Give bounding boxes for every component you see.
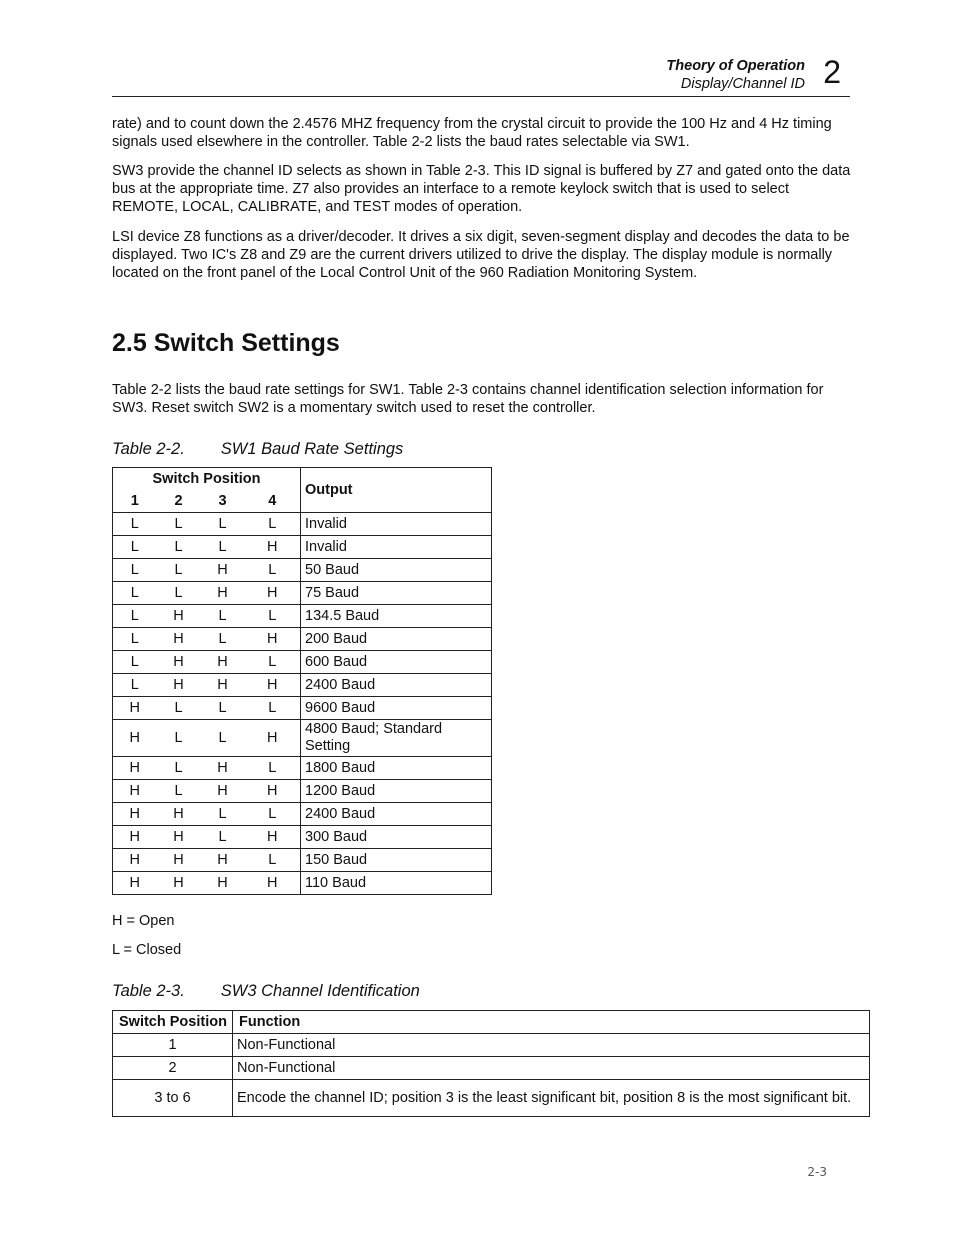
switch-cell: L: [245, 651, 301, 674]
paragraph-1: rate) and to count down the 2.4576 MHZ frequency from the crystal circuit to provide the 100 Hz and 4 Hz timing signals used elsewhere in the controller. Table 2-2 lists the baud rates selectable via SW1.: [112, 116, 832, 150]
output-cell: 600 Baud: [301, 651, 492, 674]
switch-cell: L: [157, 757, 201, 780]
channel-id-table: [112, 1010, 870, 1117]
paragraph-4: Table 2-2 lists the baud rate settings for SW1. Table 2-3 contains channel identification selection information for SW3. Reset switch SW2 is a momentary switch used to reset the controller.: [112, 382, 824, 416]
switch-cell: H: [245, 628, 301, 651]
switch-cell: L: [201, 536, 245, 559]
column-number: 2: [157, 490, 201, 513]
switch-cell: H: [113, 803, 157, 826]
column-number: 1: [113, 490, 157, 513]
output-cell: 2400 Baud: [301, 674, 492, 697]
switch-cell: L: [157, 536, 201, 559]
table-row: [113, 780, 492, 803]
output-cell: 2400 Baud: [301, 803, 492, 826]
switch-cell: L: [201, 826, 245, 849]
switch-cell: L: [245, 697, 301, 720]
switch-cell: H: [201, 872, 245, 895]
table-row: [113, 1034, 870, 1057]
table-row: [113, 849, 492, 872]
switch-cell: L: [113, 513, 157, 536]
table-row: [113, 513, 492, 536]
legend-open: H = Open: [112, 913, 175, 929]
table-row: [113, 826, 492, 849]
switch-cell: L: [113, 605, 157, 628]
table-row: [113, 559, 492, 582]
switch-position-cell: 2: [113, 1057, 233, 1080]
column-number: 4: [245, 490, 301, 513]
switch-cell: H: [245, 674, 301, 697]
output-cell: Invalid: [301, 513, 492, 536]
baud-rate-table: [112, 467, 492, 895]
switch-cell: L: [201, 513, 245, 536]
switch-cell: L: [201, 697, 245, 720]
output-cell: 1800 Baud: [301, 757, 492, 780]
header-title: Theory of Operation: [666, 58, 805, 74]
output-cell: 75 Baud: [301, 582, 492, 605]
legend-closed: L = Closed: [112, 942, 182, 958]
switch-position-cell: 3 to 6: [113, 1080, 233, 1117]
switch-cell: L: [113, 536, 157, 559]
switch-cell: L: [201, 720, 245, 757]
output-cell: 134.5 Baud: [301, 605, 492, 628]
switch-cell: L: [157, 780, 201, 803]
switch-position-cell: 1: [113, 1034, 233, 1057]
switch-cell: H: [201, 559, 245, 582]
function-cell: Non-Functional: [233, 1034, 870, 1057]
switch-cell: H: [113, 849, 157, 872]
switch-cell: L: [157, 559, 201, 582]
table-row: [113, 536, 492, 559]
switch-cell: H: [245, 872, 301, 895]
table-row: [113, 628, 492, 651]
chapter-number: 2: [823, 54, 841, 90]
switch-cell: H: [157, 826, 201, 849]
output-cell: 50 Baud: [301, 559, 492, 582]
switch-cell: H: [113, 720, 157, 757]
output-cell: 110 Baud: [301, 872, 492, 895]
table2-caption: [112, 981, 420, 1001]
table2-caption-label: Table 2-3.: [112, 982, 185, 1000]
switch-cell: H: [157, 651, 201, 674]
switch-cell: L: [157, 697, 201, 720]
switch-cell: L: [157, 582, 201, 605]
header-subtitle: Display/Channel ID: [680, 76, 805, 92]
switch-cell: H: [201, 582, 245, 605]
table-row: [113, 651, 492, 674]
switch-cell: H: [201, 780, 245, 803]
table2-caption-title: SW3 Channel Identification: [220, 982, 420, 1000]
channel-id-rows: [113, 1034, 870, 1117]
switch-cell: H: [245, 720, 301, 757]
switch-cell: H: [157, 628, 201, 651]
switch-cell: H: [201, 849, 245, 872]
switch-cell: H: [113, 826, 157, 849]
table1-caption-label: Table 2-2.: [112, 440, 185, 458]
table-row: [113, 674, 492, 697]
switch-cell: L: [201, 803, 245, 826]
switch-position-header: Switch Position: [113, 468, 301, 491]
switch-cell: L: [113, 628, 157, 651]
table-row: [113, 1057, 870, 1080]
output-cell: 1200 Baud: [301, 780, 492, 803]
switch-cell: L: [113, 582, 157, 605]
function-cell: Encode the channel ID; position 3 is the least significant bit, position 8 is the most significant bit.: [233, 1080, 870, 1117]
paragraph-2: SW3 provide the channel ID selects as shown in Table 2-3. This ID signal is buffered by Z7 and gated onto the data bus at the appropriate time. Z7 also provides an interface to a remote keylock switch that is used to select REMOTE, LOCAL, CALIBRATE, and TEST modes of operation.: [112, 163, 851, 215]
switch-cell: H: [157, 803, 201, 826]
switch-cell: L: [245, 757, 301, 780]
switch-cell: L: [201, 605, 245, 628]
switch-cell: L: [113, 559, 157, 582]
output-cell: 150 Baud: [301, 849, 492, 872]
switch-cell: H: [245, 582, 301, 605]
switch-cell: L: [157, 720, 201, 757]
output-cell: 300 Baud: [301, 826, 492, 849]
switch-cell: H: [245, 536, 301, 559]
switch-cell: L: [113, 674, 157, 697]
function-header: Function: [233, 1011, 870, 1034]
switch-cell: H: [113, 757, 157, 780]
switch-cell: H: [245, 780, 301, 803]
switch-cell: H: [157, 849, 201, 872]
output-cell: 9600 Baud: [301, 697, 492, 720]
table-row: [113, 582, 492, 605]
table-row: [113, 872, 492, 895]
output-cell: 200 Baud: [301, 628, 492, 651]
switch-cell: L: [245, 559, 301, 582]
switch-position-header: Switch Position: [113, 1011, 233, 1034]
switch-cell: H: [157, 872, 201, 895]
section-heading: 2.5 Switch Settings: [112, 329, 340, 357]
table1-caption: [112, 439, 403, 459]
switch-cell: L: [157, 513, 201, 536]
column-number: 3: [201, 490, 245, 513]
switch-cell: H: [113, 780, 157, 803]
paragraph-3: LSI device Z8 functions as a driver/decoder. It drives a six digit, seven-segment display and decodes the data to be displayed. Two IC's Z8 and Z9 are the current drivers utilized to drive the display. The display module is normally located on the front panel of the Local Control Unit of the 960 Radiation Monitoring System.: [112, 229, 850, 281]
running-header: [666, 57, 805, 93]
switch-cell: L: [245, 513, 301, 536]
page-number: 2-3: [807, 1165, 827, 1179]
switch-cell: H: [201, 757, 245, 780]
switch-cell: H: [157, 674, 201, 697]
page-header: [112, 56, 850, 97]
table-row: [113, 803, 492, 826]
table-row: [113, 697, 492, 720]
switch-cell: L: [245, 605, 301, 628]
switch-cell: L: [113, 651, 157, 674]
switch-cell: H: [201, 651, 245, 674]
output-header: Output: [301, 468, 492, 513]
switch-cell: H: [113, 697, 157, 720]
baud-rate-rows: [113, 513, 492, 895]
function-cell: Non-Functional: [233, 1057, 870, 1080]
switch-cell: H: [157, 605, 201, 628]
table-row: [113, 757, 492, 780]
switch-cell: L: [245, 849, 301, 872]
table1-caption-title: SW1 Baud Rate Settings: [220, 440, 404, 458]
output-cell: 4800 Baud; Standard Setting: [301, 720, 492, 757]
switch-cell: H: [201, 674, 245, 697]
output-cell: Invalid: [301, 536, 492, 559]
switch-cell: H: [245, 826, 301, 849]
table-row: [113, 605, 492, 628]
table-row: [113, 1080, 870, 1117]
switch-cell: L: [201, 628, 245, 651]
switch-cell: H: [113, 872, 157, 895]
table-row: [113, 720, 492, 757]
switch-cell: L: [245, 803, 301, 826]
